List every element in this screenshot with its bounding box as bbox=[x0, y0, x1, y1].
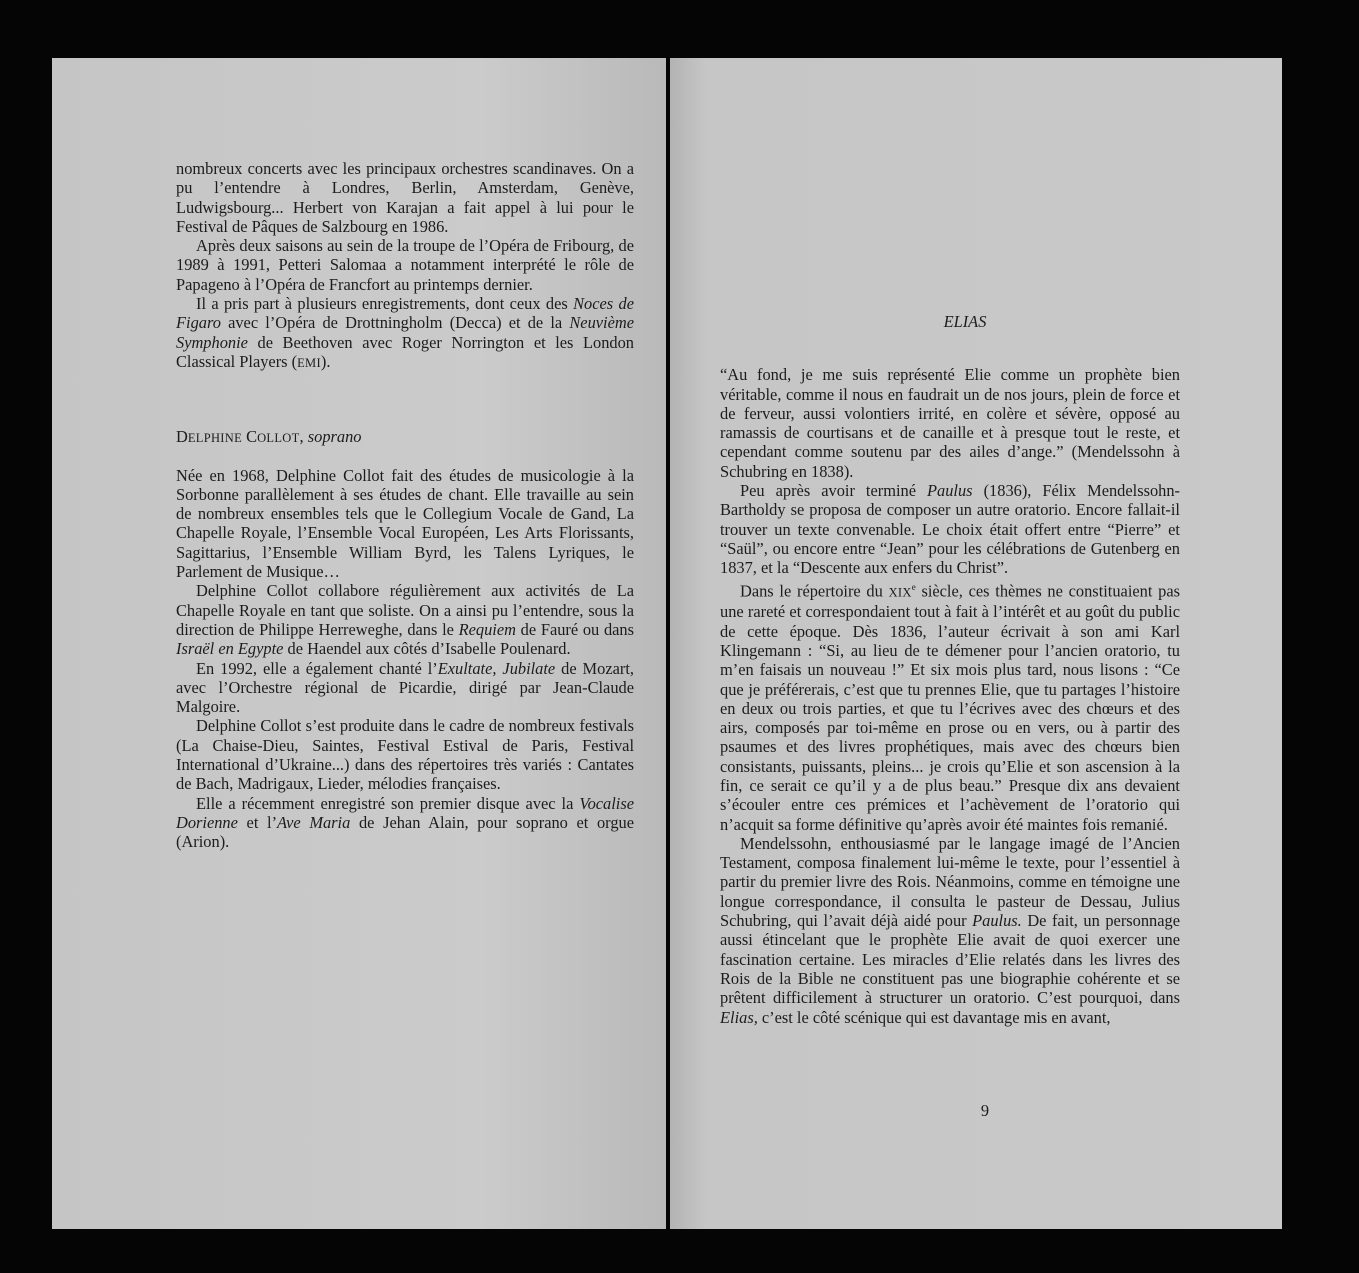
paragraph-exultate: En 1992, elle a également chanté l’Exultate, Jubilate de Mozart, avec l’Orchestre régional de Picardie, dirigé par Jean-Claude Malgoire. bbox=[176, 658, 634, 717]
right-page bbox=[670, 58, 1282, 1229]
paragraph-concerts: nombreux concerts avec les principaux orchestres scandinaves. On a pu l’entendre à Londres, Berlin, Amsterdam, Genève, Ludwigsbourg... Herbert von Karajan a fait appel à lui pour le Festival de Pâques de Salzbourg en 1986. bbox=[176, 159, 634, 236]
right-column bbox=[720, 312, 1180, 1027]
paragraph-recordings: Il a pris part à plusieurs enregistrements, dont ceux des Noces de Figaro avec l’Opéra de Drottningholm (Decca) et de la Neuvième Symphonie de Beethoven avec Roger Norrington et les London Classical Players (EMI). bbox=[176, 294, 635, 371]
paragraph-disque: Elle a récemment enregistré son premier disque avec la Vocalise Dorienne et l’Ave Maria de Jehan Alain, pour soprano et orgue (Arion). bbox=[176, 793, 634, 852]
paragraph-festivals: Delphine Collot s’est produite dans le cadre de nombreux festivals (La Chaise-Dieu, Saintes, Festival Estival de Paris, Festival International d’Ukraine...) dans des répertoires très variés : Cantates de Bach, Madrigaux, Lieder, mélodies françaises. bbox=[176, 716, 634, 794]
paragraph-quote: “Au fond, je me suis représenté Elie comme un prophète bien véritable, comme il nous en faudrait un de nos jours, plein de force et de ferveur, aussi volontiers irrité, en colère et sévère, opposé au ramassis de courtisans et de canaille et à presque tout le reste, et cependant comme soutenu par des ailes d’ange.” (Mendelssohn à Schubring en 1838). bbox=[720, 365, 1180, 481]
left-column bbox=[176, 159, 634, 852]
singer-heading: DELPHINE COLLOT, soprano bbox=[176, 427, 362, 447]
paragraph-bio: Née en 1968, Delphine Collot fait des études de musicologie à la Sorbonne parallèlement à ses études de chant. Elle travaille au sein de nombreux ensembles tels que le Collegium Vocale de Gand, La Chapelle Royale, l’Ensemble Vocal Européen, Les Arts Florissants, Sagittarius, l’Ensemble William Byrd, les Talens Lyriques, le Parlement de Musique… bbox=[176, 465, 634, 582]
paragraph-paulus: Peu après avoir terminé Paulus (1836), Félix Mendelssohn-Bartholdy se proposa de composer un autre oratorio. Encore fallait-il trouver un texte convenable. Le choix était offert entre “Pierre” et “Saül”, ou encore entre “Jean” pour les célébrations de Gutenberg en 1837, et la “Descente aux enfers du Christ”. bbox=[720, 481, 1181, 578]
left-page bbox=[52, 58, 666, 1229]
paragraph-collab: Delphine Collot collabore régulièrement aux activités de La Chapelle Royale en tant que soliste. On a ainsi pu l’entendre, sous la direction de Philippe Herreweghe, dans le Requiem de Fauré ou dans Israël en Egypte de Haendel aux côtés d’Isabelle Poulenard. bbox=[176, 581, 634, 659]
section-title: ELIAS bbox=[943, 312, 987, 331]
page-number: 9 bbox=[980, 1101, 990, 1120]
paragraph-repertoire: Dans le répertoire du XIXe siècle, ces thèmes ne constituaient pas une rareté et correspondaient tout à fait à l’intérêt et au goût du public de cette époque. Dès 1836, l’auteur écrivait à son ami Karl Klingemann : “Si, au lieu de te démener pour l’ancien oratorio, tu m’en faisais un nouveau !” Et six mois plus tard, nous lisons : “Ce que je préférerais, c’est que tu prennes Elie, que tu partages l’histoire en deux ou trois parties, et que tu l’écrives avec des chœurs et des airs, composés par toi-même en prose ou en vers, ou à partir des psaumes et des livres prophétiques, mais avec des chœurs bien consistants, puissants, pleins... je crois qu’Elie et son ascension à la fin, ce serait ce qu’il y a de plus beau.” Presque dix ans devaient s’écouler entre ces prémices et l’achèvement de l’oratorio qui n’acquit sa forme définitive qu’après avoir été maintes fois remanié. bbox=[720, 581, 1180, 834]
paragraph-mendelssohn: Mendelssohn, enthousiasmé par le langage imagé de l’Ancien Testament, composa finalement lui-même le texte, pour l’essentiel à partir du premier livre des Rois. Néanmoins, comme en témoigne une longue correspondance, il consulta le pasteur de Dessau, Julius Schubring, qui l’avait déjà aidé pour Paulus. De fait, un personnage aussi étincelant que le prophète Elie avait de quoi exercer une fascination certaine. Les miracles d’Elie relatés dans les livres des Rois de la Bible ne constituent pas une biographie cohérente et se prêtent difficilement à structurer un oratorio. C’est pourquoi, dans Elias, c’est le côté scénique qui est davantage mis en avant, bbox=[720, 833, 1180, 1027]
voice-type: soprano bbox=[307, 427, 362, 447]
paragraph-fribourg: Après deux saisons au sein de la troupe de l’Opéra de Fribourg, de 1989 à 1991, Petteri Salomaa a notamment interprété le rôle de Papageno à l’Opéra de Francfort au printemps dernier. bbox=[176, 236, 634, 294]
